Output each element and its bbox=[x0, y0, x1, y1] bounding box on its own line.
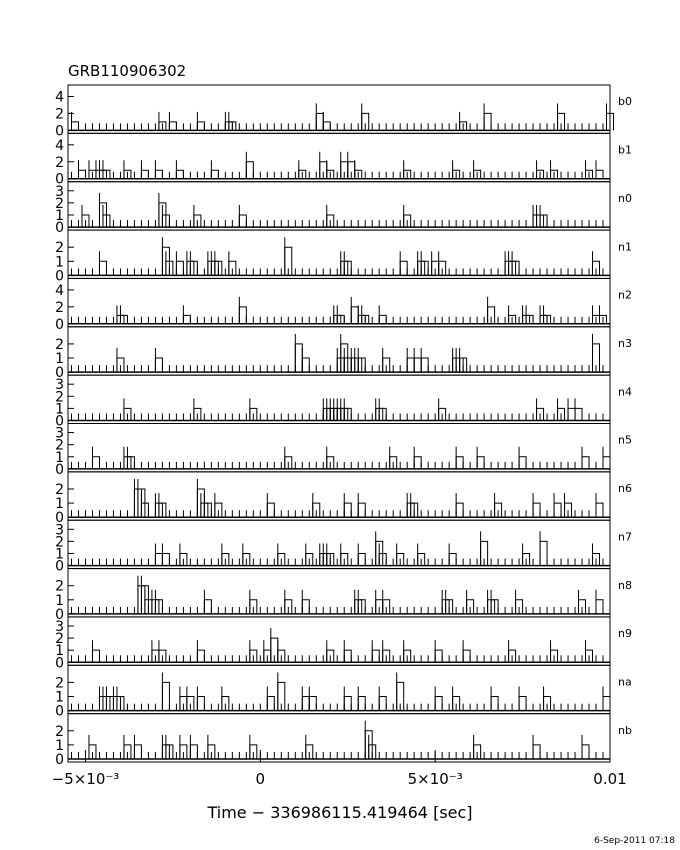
panel-frame bbox=[68, 617, 610, 665]
histogram-bin bbox=[134, 745, 141, 759]
panel-n4 bbox=[55, 375, 632, 429]
histogram-bin bbox=[435, 650, 442, 662]
histogram-bin bbox=[197, 122, 204, 130]
histogram-bin bbox=[295, 344, 302, 372]
panel-label-n8: n8 bbox=[618, 578, 632, 592]
panel-frame bbox=[68, 182, 610, 230]
histogram-bin bbox=[358, 503, 365, 517]
detector-panels bbox=[55, 85, 632, 768]
panel-frame bbox=[68, 230, 610, 278]
histogram-bin bbox=[99, 261, 106, 275]
panel-frame bbox=[68, 424, 610, 472]
histogram-bin bbox=[155, 170, 162, 178]
y-tick-label: 0 bbox=[55, 365, 64, 382]
panel-label-n3: n3 bbox=[618, 336, 632, 350]
histogram-bin bbox=[162, 682, 169, 710]
histogram-bin bbox=[603, 457, 610, 469]
panel-label-b1: b1 bbox=[618, 143, 632, 157]
histogram-bin bbox=[484, 113, 491, 130]
y-tick-label: 2 bbox=[55, 336, 64, 353]
panel-n1 bbox=[55, 230, 632, 284]
panel-n2 bbox=[55, 278, 632, 332]
x-tick-label: 0 bbox=[255, 770, 266, 788]
histogram-bin bbox=[176, 261, 183, 275]
panel-label-n6: n6 bbox=[618, 482, 632, 496]
y-tick-label: 0 bbox=[55, 510, 64, 527]
y-tick-label: 4 bbox=[55, 89, 64, 106]
histogram-bin bbox=[239, 215, 246, 227]
y-tick-label: 0 bbox=[55, 558, 64, 575]
histogram-bin bbox=[204, 600, 211, 614]
y-tick-label: 2 bbox=[55, 389, 64, 406]
y-tick-label: 1 bbox=[55, 449, 64, 466]
histogram-bin bbox=[575, 408, 582, 420]
panel-label-n5: n5 bbox=[618, 433, 632, 447]
histogram-bin bbox=[477, 457, 484, 469]
histogram-bin bbox=[183, 315, 190, 323]
y-tick-label: 2 bbox=[55, 299, 64, 316]
histogram-bin bbox=[344, 697, 351, 711]
histogram-bin bbox=[190, 745, 197, 759]
y-tick-label: 1 bbox=[55, 207, 64, 224]
histogram-bin bbox=[456, 503, 463, 517]
histogram-bin bbox=[533, 745, 540, 759]
y-tick-label: 1 bbox=[55, 254, 64, 271]
histogram-bin bbox=[358, 697, 365, 711]
histogram-bin bbox=[540, 541, 547, 565]
panel-nb bbox=[55, 714, 632, 768]
histogram-bin bbox=[519, 457, 526, 469]
panel-b0 bbox=[55, 85, 632, 139]
y-tick-label: 3 bbox=[55, 183, 64, 200]
y-tick-label: 2 bbox=[55, 195, 64, 212]
histogram-bin bbox=[309, 697, 316, 711]
panel-frame bbox=[68, 714, 610, 762]
panel-frame bbox=[68, 375, 610, 423]
histogram-bin bbox=[554, 503, 561, 517]
panel-label-n7: n7 bbox=[618, 530, 632, 544]
y-tick-label: 2 bbox=[55, 723, 64, 740]
y-tick-label: 1 bbox=[55, 496, 64, 513]
histogram-bin bbox=[162, 553, 169, 565]
histogram-bin bbox=[71, 122, 78, 130]
histogram-bin bbox=[582, 457, 589, 469]
y-tick-label: 1 bbox=[55, 401, 64, 418]
panel-b1 bbox=[55, 133, 632, 187]
panel-label-na: na bbox=[618, 675, 632, 689]
panel-n8 bbox=[55, 569, 632, 623]
histogram-bin bbox=[358, 553, 365, 565]
histogram-bin bbox=[582, 745, 589, 759]
x-tick-label: 5×10⁻³ bbox=[407, 770, 463, 788]
footer-date: 6-Sep-2011 07:18 bbox=[594, 836, 675, 846]
panel-label-n1: n1 bbox=[618, 240, 632, 254]
histogram-bin bbox=[407, 358, 414, 372]
y-tick-label: 0 bbox=[55, 703, 64, 720]
y-tick-label: 2 bbox=[55, 437, 64, 454]
panel-frame bbox=[68, 327, 610, 375]
histogram-bin bbox=[239, 307, 246, 324]
y-tick-label: 2 bbox=[55, 631, 64, 648]
panel-frame bbox=[68, 665, 610, 713]
y-tick-label: 1 bbox=[55, 546, 64, 563]
y-tick-label: 0 bbox=[55, 461, 64, 478]
histogram-bin bbox=[449, 553, 456, 565]
histogram-bin bbox=[302, 600, 309, 614]
y-tick-label: 2 bbox=[55, 675, 64, 692]
panel-frame bbox=[68, 569, 610, 617]
y-tick-label: 2 bbox=[55, 534, 64, 551]
y-tick-label: 2 bbox=[55, 240, 64, 257]
panel-label-n9: n9 bbox=[618, 627, 632, 641]
y-tick-label: 4 bbox=[55, 137, 64, 154]
histogram-bin bbox=[414, 358, 421, 372]
panel-n7 bbox=[55, 520, 632, 574]
histogram-bin bbox=[92, 457, 99, 469]
histogram-bin bbox=[267, 697, 274, 711]
histogram-bin bbox=[211, 170, 218, 178]
histogram-bin bbox=[246, 162, 253, 179]
histogram-bin bbox=[596, 170, 603, 178]
histogram-bin bbox=[351, 307, 358, 324]
y-tick-label: 0 bbox=[55, 220, 64, 237]
y-tick-label: 0 bbox=[55, 752, 64, 768]
y-tick-label: 0 bbox=[55, 171, 64, 188]
y-tick-label: 0 bbox=[55, 123, 64, 140]
histogram-bin bbox=[414, 457, 421, 469]
histogram-bin bbox=[316, 113, 323, 130]
y-tick-label: 0 bbox=[55, 268, 64, 285]
x-tick-label: −5×10⁻³ bbox=[51, 770, 120, 788]
histogram-bin bbox=[379, 697, 386, 711]
histogram-bin bbox=[197, 650, 204, 662]
histogram-bin bbox=[379, 315, 386, 323]
y-tick-label: 2 bbox=[55, 154, 64, 171]
y-tick-label: 0 bbox=[55, 655, 64, 672]
histogram-bin bbox=[267, 503, 274, 517]
y-tick-label: 1 bbox=[55, 351, 64, 368]
y-tick-label: 0 bbox=[55, 606, 64, 623]
histogram-bin bbox=[372, 650, 379, 662]
histogram-bin bbox=[155, 553, 162, 565]
panel-n9 bbox=[55, 617, 632, 671]
panel-label-b0: b0 bbox=[618, 95, 632, 109]
histogram-bin bbox=[344, 650, 351, 662]
histogram-bin bbox=[169, 122, 176, 130]
histogram-bin bbox=[323, 122, 330, 130]
histogram-bin bbox=[155, 358, 162, 372]
x-axis-label: Time − 336986115.419464 [sec] bbox=[207, 803, 473, 822]
histogram-bin bbox=[302, 358, 309, 372]
histogram-bin bbox=[519, 697, 526, 711]
panel-n0 bbox=[55, 182, 632, 236]
y-tick-label: 1 bbox=[55, 689, 64, 706]
y-tick-label: 2 bbox=[55, 578, 64, 595]
y-tick-label: 3 bbox=[55, 425, 64, 442]
panel-na bbox=[55, 665, 632, 719]
y-tick-label: 3 bbox=[55, 377, 64, 394]
panel-label-nb: nb bbox=[618, 723, 632, 737]
y-tick-label: 0 bbox=[55, 316, 64, 333]
histogram-bin bbox=[596, 600, 603, 614]
y-tick-label: 2 bbox=[55, 106, 64, 123]
y-tick-label: 1 bbox=[55, 737, 64, 754]
histogram-bin bbox=[141, 170, 148, 178]
y-tick-label: 1 bbox=[55, 592, 64, 609]
histogram-bin bbox=[568, 408, 575, 420]
histogram-bin bbox=[344, 503, 351, 517]
panel-frame bbox=[68, 133, 610, 181]
histogram-bin bbox=[92, 650, 99, 662]
histogram-bin bbox=[197, 697, 204, 711]
histogram-bin bbox=[302, 697, 309, 711]
panel-label-n2: n2 bbox=[618, 288, 632, 302]
panel-frame bbox=[68, 85, 610, 133]
panel-n3 bbox=[55, 327, 632, 381]
chart-title: GRB110906302 bbox=[68, 62, 187, 80]
histogram-bin bbox=[78, 170, 85, 178]
histogram-bin bbox=[463, 650, 470, 662]
histogram-bin bbox=[400, 261, 407, 275]
histogram-bin bbox=[421, 358, 428, 372]
panel-label-n0: n0 bbox=[618, 191, 632, 205]
y-tick-label: 0 bbox=[55, 413, 64, 430]
panel-n5 bbox=[55, 424, 632, 478]
y-tick-label: 3 bbox=[55, 522, 64, 539]
panel-frame bbox=[68, 472, 610, 520]
histogram-bin bbox=[456, 457, 463, 469]
histogram-bin bbox=[533, 503, 540, 517]
panel-n6 bbox=[55, 472, 632, 526]
panel-label-n4: n4 bbox=[618, 385, 632, 399]
histogram-bin bbox=[596, 503, 603, 517]
panel-frame bbox=[68, 520, 610, 568]
histogram-bin bbox=[176, 170, 183, 178]
histogram-bin bbox=[603, 697, 610, 711]
x-tick-label: 0.01 bbox=[593, 770, 627, 788]
y-tick-label: 4 bbox=[55, 282, 64, 299]
y-tick-label: 1 bbox=[55, 643, 64, 660]
y-tick-label: 2 bbox=[55, 481, 64, 498]
histogram-bin bbox=[491, 697, 498, 711]
y-tick-label: 3 bbox=[55, 618, 64, 635]
histogram-bin bbox=[435, 697, 442, 711]
panel-frame bbox=[68, 278, 610, 326]
